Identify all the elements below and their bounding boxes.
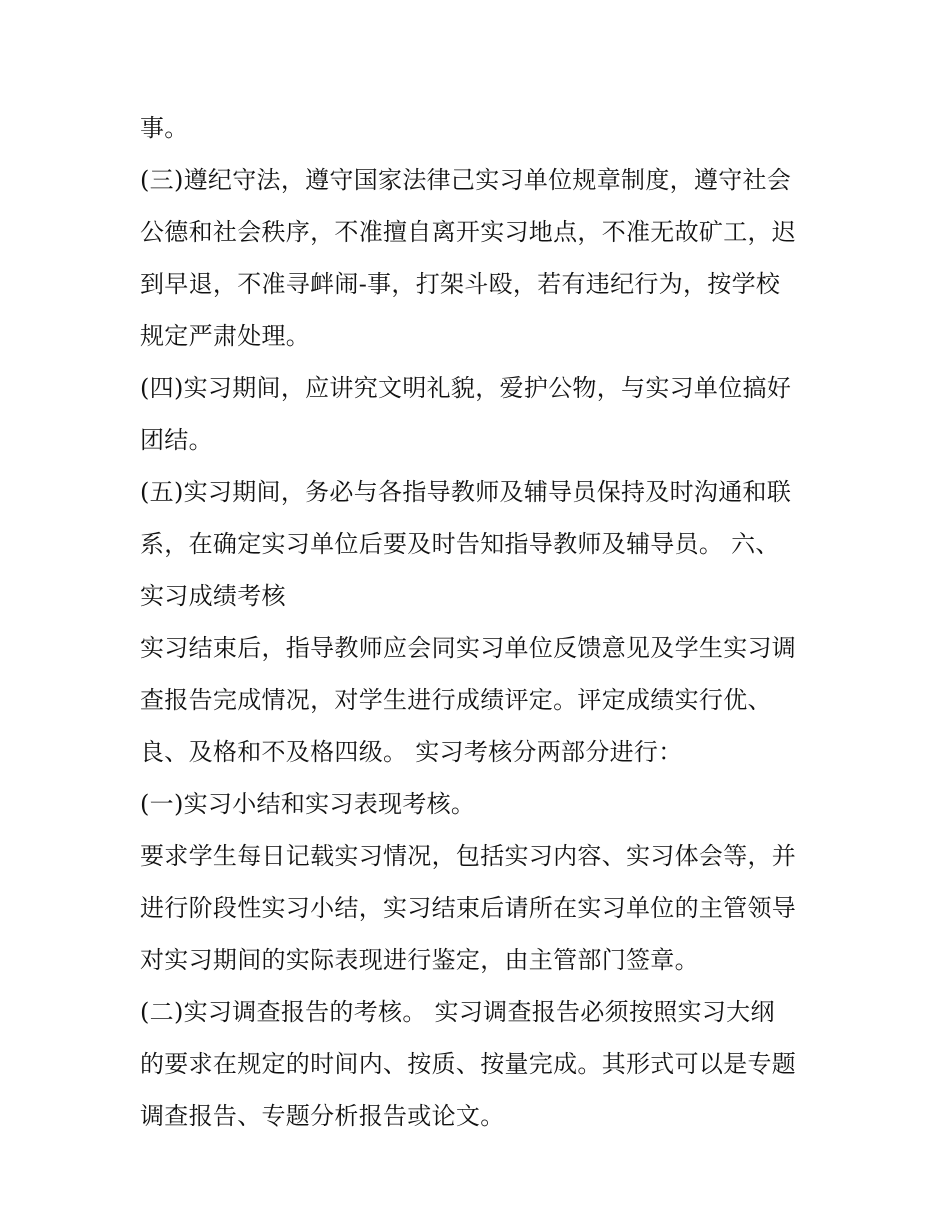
text-line: (二)实习调查报告的考核。 实习调查报告必须按照实习大纲 [140,998,775,1026]
text-line: 进行阶段性实习小结，实习结束后请所在实习单位的主管领导 [140,894,797,922]
text-line: 实习成绩考核 [140,582,286,610]
text-line: 查报告完成情况，对学生进行成绩评定。评定成绩实行优、 [140,686,772,714]
text-line: 公德和社会秩序，不准擅自离开实习地点，不准无故矿工，迟 [140,218,797,246]
text-line: (三)遵纪守法，遵守国家法律己实习单位规章制度，遵守社会 [140,166,792,194]
text-line: 实习结束后，指导教师应会同实习单位反馈意见及学生实习调 [140,634,797,662]
text-line: 调查报告、专题分析报告或论文。 [140,1102,505,1130]
text-line: 团结。 [140,426,213,454]
text-line: (五)实习期间，务必与各指导教师及辅导员保持及时沟通和联 [140,478,792,506]
text-line: 到早退，不准寻衅闹-事，打架斗殴，若有违纪行为，按学校 [140,270,781,298]
text-line: 事。 [140,114,189,142]
text-line: 对实习期间的实际表现进行鉴定，由主管部门签章。 [140,946,699,974]
text-line: 的要求在规定的时间内、按质、按量完成。其形式可以是专题 [140,1050,797,1078]
text-line: (一)实习小结和实习表现考核。 [140,790,476,818]
text-line: 系，在确定实习单位后要及时告知指导教师及辅导员。 六、 [140,530,780,558]
text-line: 要求学生每日记载实习情况，包括实习内容、实习体会等，并 [140,842,797,870]
text-line: 良、及格和不及格四级。 实习考核分两部分进行： [140,738,683,766]
text-line: (四)实习期间，应讲究文明礼貌，爱护公物，与实习单位搞好 [140,374,792,402]
text-line: 规定严肃处理。 [140,322,311,350]
